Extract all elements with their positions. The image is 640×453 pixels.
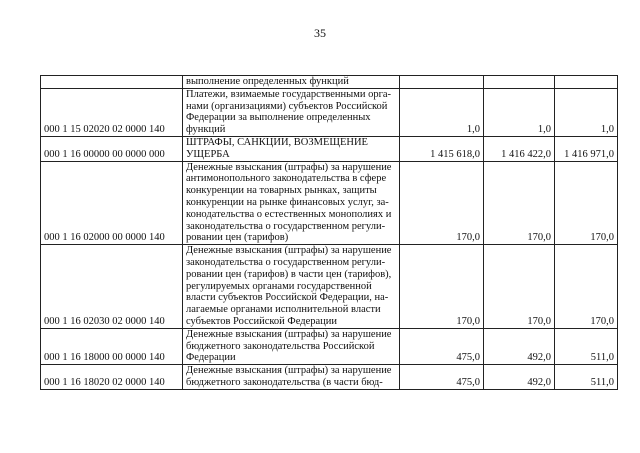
row-value-3: 170,0 — [555, 161, 618, 245]
table-row — [41, 365, 618, 390]
table-row — [41, 88, 618, 136]
row-value-2: 170,0 — [484, 245, 555, 329]
row-value-1: 475,0 — [400, 365, 484, 390]
row-name: выполнение определенных функций — [183, 76, 400, 89]
table-row — [41, 76, 618, 89]
row-name: ШТРАФЫ, САНКЦИИ, ВОЗМЕЩЕНИЕ УЩЕРБА — [183, 136, 400, 161]
row-value-2 — [484, 76, 555, 89]
row-value-1: 170,0 — [400, 245, 484, 329]
table-row — [41, 245, 618, 329]
table-row — [41, 161, 618, 245]
table-row — [41, 136, 618, 161]
row-code: 000 1 15 02020 02 0000 140 — [41, 88, 183, 136]
row-name: Платежи, взимаемые государственными орга-нами (организациями) субъектов Российской Федерации за выполнение определенных функций — [183, 88, 400, 136]
row-value-3: 511,0 — [555, 365, 618, 390]
row-name: Денежные взыскания (штрафы) за нарушение бюджетного законодательства Российской Федерации — [183, 328, 400, 364]
row-name: Денежные взыскания (штрафы) за нарушение законодательства о государственном регули-ровании цен (тарифов) в части цен (тарифов), регулируемых органами государственной власти субъектов Российской Федерации, на-лагаемые органами исполнительной власти субъектов Российской Федерации — [183, 245, 400, 329]
row-code: 000 1 16 18000 00 0000 140 — [41, 328, 183, 364]
row-value-3: 1 416 971,0 — [555, 136, 618, 161]
row-name: Денежные взыскания (штрафы) за нарушение бюджетного законодательства (в части бюд- — [183, 365, 400, 390]
table-body — [41, 76, 618, 390]
row-value-3: 170,0 — [555, 245, 618, 329]
row-value-2: 492,0 — [484, 365, 555, 390]
row-value-3: 511,0 — [555, 328, 618, 364]
row-value-1 — [400, 76, 484, 89]
row-value-1: 1,0 — [400, 88, 484, 136]
row-code: 000 1 16 00000 00 0000 000 — [41, 136, 183, 161]
row-code: 000 1 16 02030 02 0000 140 — [41, 245, 183, 329]
table-row — [41, 328, 618, 364]
row-value-1: 475,0 — [400, 328, 484, 364]
budget-revenue-table — [40, 75, 618, 390]
row-code: 000 1 16 02000 00 0000 140 — [41, 161, 183, 245]
row-value-2: 1 416 422,0 — [484, 136, 555, 161]
row-value-1: 1 415 618,0 — [400, 136, 484, 161]
row-value-2: 170,0 — [484, 161, 555, 245]
row-code: 000 1 16 18020 02 0000 140 — [41, 365, 183, 390]
row-value-1: 170,0 — [400, 161, 484, 245]
row-value-3 — [555, 76, 618, 89]
row-value-2: 1,0 — [484, 88, 555, 136]
page-number: 35 — [314, 26, 326, 40]
row-value-2: 492,0 — [484, 328, 555, 364]
row-name: Денежные взыскания (штрафы) за нарушение антимонопольного законодательства в сфере конкуренции на товарных рынках, защиты конкуренции на рынке финансовых услуг, за-конодательства о естественных монополиях и законодательства о государственном регули-ровании цен (тарифов) — [183, 161, 400, 245]
row-value-3: 1,0 — [555, 88, 618, 136]
row-code — [41, 76, 183, 89]
